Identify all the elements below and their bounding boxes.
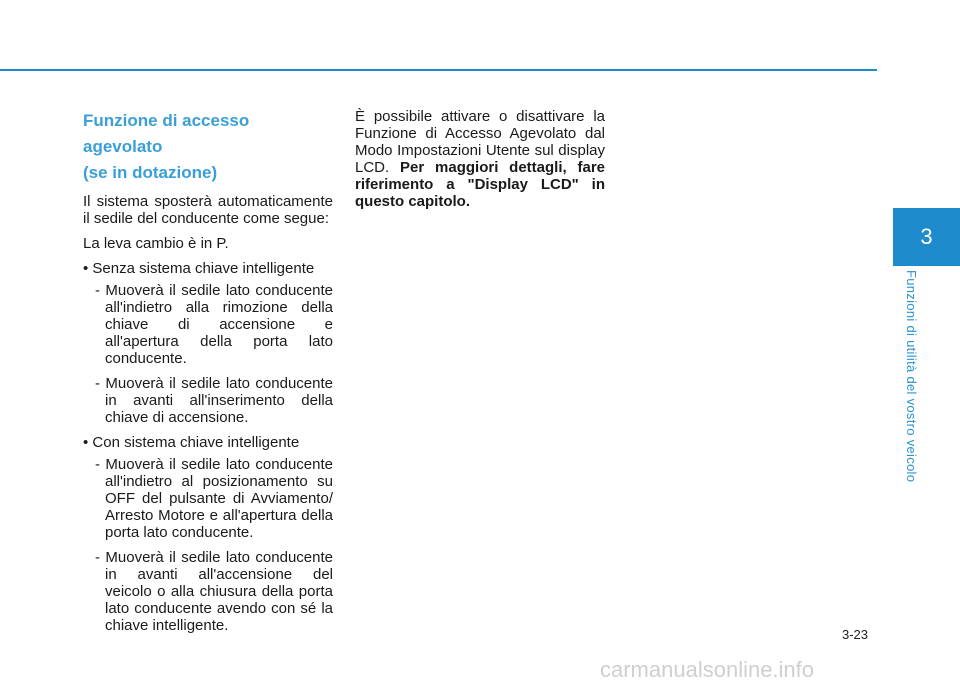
bullet-no-smart-key: • Senza sistema chiave intelligente: [83, 260, 315, 277]
reference-text: Per maggiori dettagli, fare riferimento a "Display LCD" in questo capitolo.: [355, 159, 606, 210]
page-number: 3-23: [842, 627, 869, 642]
sub-item: - Muoverà il sedile lato conducente in avanti all'inserimento della chiave di accensione.: [95, 375, 333, 426]
right-column: [355, 108, 605, 218]
top-divider: [0, 69, 877, 71]
gear-paragraph: La leva cambio è in P.: [83, 235, 229, 252]
chapter-number: 3: [920, 224, 933, 249]
sub-item: - Muoverà il sedile lato conducente all'indietro alla rimozione della chiave di accensione e all'apertura della porta lato conducente.: [95, 282, 333, 367]
section-heading: [83, 108, 333, 186]
intro-paragraph: Il sistema sposterà automaticamente il sedile del conducente come segue:: [83, 193, 333, 227]
heading-line-1: Funzione di accesso agevolato: [83, 111, 250, 156]
chapter-tab: [893, 208, 960, 266]
heading-line-2: (se in dotazione): [83, 163, 218, 182]
chapter-title: Funzioni di utilità del vostro veicolo: [904, 270, 919, 483]
settings-text: È possibile attivare o disattivare la Funzione di Accesso Agevolato dal Modo Impostazioni Utente sul display LCD.: [355, 108, 605, 176]
settings-paragraph: [355, 108, 605, 210]
bullet-smart-key: • Con sistema chiave intelligente: [83, 434, 300, 451]
watermark: carmanualsonline.info: [600, 657, 815, 682]
left-column: [83, 108, 333, 642]
sub-item: - Muoverà il sedile lato conducente in avanti all'accensione del veicolo o alla chiusura della porta lato conducente avendo con sé la chiave intelligente.: [95, 549, 333, 634]
sub-item: - Muoverà il sedile lato conducente all'indietro al posizionamento su OFF del pulsante di Avviamento/ Arresto Motore e all'apertura della porta lato conducente.: [95, 456, 333, 541]
